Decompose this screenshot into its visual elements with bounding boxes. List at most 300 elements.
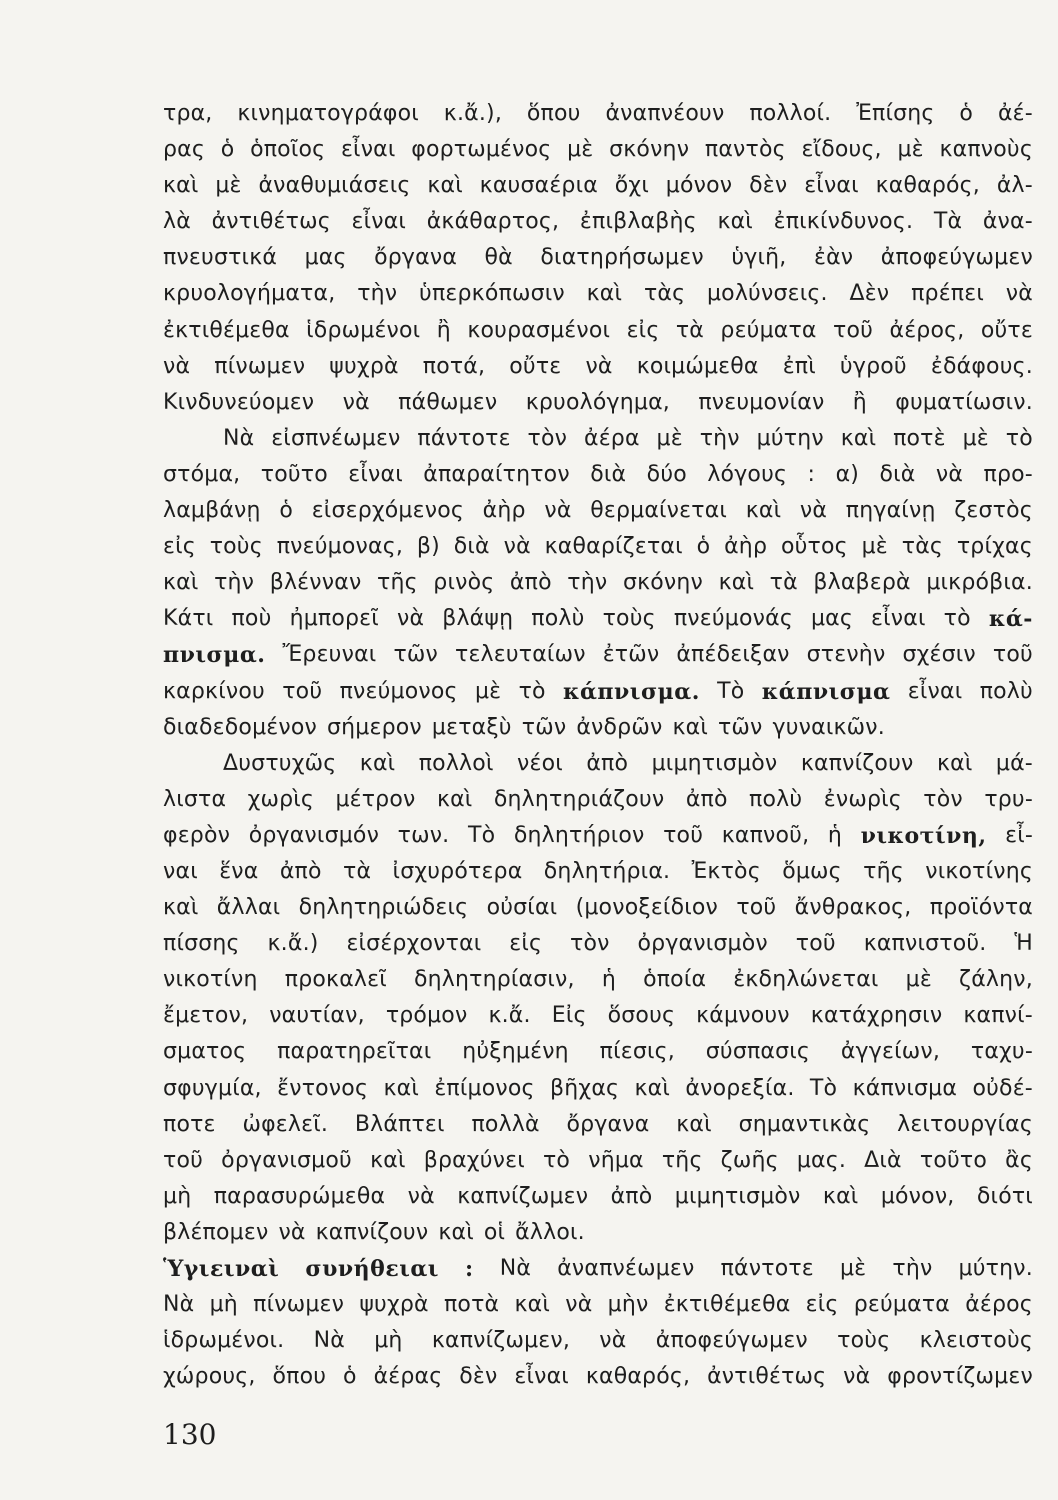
text-line [163, 313, 1033, 349]
word: καὶ [163, 895, 199, 921]
word: καὶ [672, 714, 708, 740]
word: σήμερον [327, 714, 422, 740]
word: μικρόβια. [926, 570, 1033, 596]
word: ὑγροῦ [839, 353, 907, 379]
word: μας [304, 245, 347, 271]
word: σφυγμία, [163, 1075, 262, 1101]
word: τὴν [357, 281, 398, 307]
word: μολύνσεις. [706, 281, 828, 307]
word: ἀπὸ [685, 786, 728, 812]
word: καὶ [438, 1219, 474, 1245]
word: μὲ [474, 678, 502, 704]
word: λαμβάνῃ [163, 498, 261, 524]
word: μὲ [905, 967, 932, 993]
word: σκόνην [622, 570, 704, 596]
text-line [163, 962, 1033, 998]
word: κατάχρησιν [810, 1003, 943, 1029]
word: δηλητηριάζουν [493, 786, 665, 812]
word: κάμνουν [696, 1003, 790, 1029]
word: κά- [988, 606, 1033, 633]
text-line [163, 1143, 1033, 1179]
word: ἀέρος [965, 1292, 1033, 1318]
word: καθαρός, [875, 173, 980, 199]
word: συνήθειαι [305, 1256, 439, 1282]
word: σημαντικὰς [738, 1111, 871, 1137]
word: κ.ἄ. [488, 1003, 531, 1029]
word: θὰ [484, 245, 513, 271]
word: καπνιστοῦ. [863, 931, 987, 957]
word: ἀέ- [997, 101, 1033, 126]
word: εἶναι [907, 678, 963, 704]
word: ἢ [436, 317, 451, 343]
word: μιμητισμὸν [651, 750, 778, 776]
word: τὰς [643, 281, 686, 307]
word: καπνίζουν [315, 1219, 429, 1245]
word: προ- [983, 461, 1033, 487]
word: εἶναι [351, 209, 407, 235]
word: νὰ [843, 1364, 871, 1390]
word: μας. [796, 1147, 847, 1173]
word: νέοι [517, 750, 563, 776]
word: ἡ [601, 967, 616, 993]
word: τὰς [901, 534, 944, 560]
word: Δυστυχῶς [223, 750, 337, 776]
word: σύσπασις [705, 1039, 811, 1065]
word: εἶναι [871, 606, 926, 632]
word: ἀὴρ [724, 534, 768, 560]
word: τοὺς [602, 606, 656, 632]
word: ηὐξημένη [462, 1039, 569, 1065]
word: τοῦ [163, 1147, 204, 1173]
text-line [163, 493, 1033, 529]
word: Ἔρευναι [282, 642, 377, 668]
word: εἴδους, [801, 137, 882, 163]
word: διατηρήσωμεν [540, 245, 704, 271]
word: ἕνα [219, 858, 259, 884]
text-line [163, 1071, 1033, 1107]
word: κάπνισμα. [563, 678, 700, 705]
word: πολὺ [531, 606, 585, 632]
word: μὴ [374, 1328, 403, 1354]
word: ὀργανισμόν [248, 822, 380, 848]
word: διὰ [453, 534, 490, 560]
word: φορτωμένος [411, 137, 552, 163]
word: ἀπέδειξαν [676, 642, 790, 668]
word: Τὸ [717, 678, 745, 704]
word: ρινὸς [433, 570, 495, 596]
word: ἀπὸ [586, 750, 629, 776]
word: καπνίζωμεν, [431, 1328, 571, 1354]
word: οἱ [483, 1219, 506, 1245]
word: ζεστὸς [954, 498, 1033, 524]
word: καπνί- [963, 1003, 1033, 1029]
word: κουρασμένοι [467, 317, 611, 343]
word: χωρὶς [247, 786, 315, 812]
word: Ἐπίσης [856, 101, 935, 126]
word: ὀργανισμοῦ [221, 1147, 352, 1173]
word: ὄργανα [374, 245, 458, 271]
word: ἀπαραίτητον [423, 461, 570, 487]
word: πνευμονίαν [698, 389, 825, 415]
text-line [163, 998, 1033, 1034]
word: σματος [163, 1039, 247, 1065]
word: μύτην. [958, 1256, 1033, 1281]
word: μὴ [163, 1183, 192, 1209]
word: ναι [163, 858, 198, 884]
word: τῶν [393, 642, 438, 668]
word: φυματίωσιν. [895, 389, 1033, 415]
word: ἔμετον, [163, 1003, 249, 1029]
word: λὰ [163, 209, 191, 235]
word: τρα, [163, 101, 213, 126]
word: τὴν [892, 1256, 933, 1281]
word: στενὴν [806, 642, 886, 668]
word: ὠφελεῖ. [242, 1111, 329, 1137]
word: τὰ [343, 858, 372, 884]
word: ἀνδρῶν [576, 714, 663, 740]
word: διαδεδομένον [163, 714, 318, 740]
word: β) [416, 534, 440, 560]
word: εἶναι [348, 461, 403, 487]
word: ἐὰν [813, 245, 854, 271]
word: Τὰ [933, 209, 963, 235]
word: κ.ἄ.), [443, 101, 503, 126]
word: (μονοξείδιον [575, 895, 719, 921]
word: παρασυρώμεθα [213, 1183, 386, 1209]
word: καὶ [676, 1111, 712, 1137]
word: Νὰ [313, 1328, 345, 1354]
word: ὅπου [272, 1364, 327, 1390]
word: καὶ [936, 750, 973, 776]
word: τὸν [570, 931, 610, 957]
word: Κινδυνεύομεν [163, 389, 315, 415]
word: ἐνωρὶς [823, 786, 902, 812]
word: ἐκτιθέμεθα [163, 317, 290, 343]
word: ἀποφεύγωμεν [655, 1328, 808, 1354]
word: μὲ [215, 173, 242, 199]
word: ἐπίμονος [434, 1075, 535, 1101]
word: διὰ [590, 461, 627, 487]
word: Τὸ [809, 1075, 838, 1101]
word: ναυτίαν, [269, 1003, 365, 1029]
word: Διὰ [864, 1147, 902, 1173]
word: δὲν [459, 1364, 498, 1390]
word: ποτε [163, 1111, 216, 1137]
word: νικοτίνη [163, 967, 258, 993]
word: ἐπικίνδυνος. [773, 209, 914, 235]
word: ζάλην, [959, 967, 1033, 993]
word: τὴν [699, 425, 740, 451]
word: τὴν [214, 570, 255, 596]
word: πολλοί. [749, 101, 832, 126]
word: νὰ [407, 1183, 435, 1209]
word: ὁ [959, 101, 974, 126]
word: καθαρίζεται [544, 534, 683, 560]
word: ἐτῶν [602, 642, 660, 668]
word: νικοτίνης [925, 858, 1033, 884]
word: πολὺ [749, 786, 803, 812]
word: ἄλλαι [216, 895, 281, 921]
word: ποτά, [422, 353, 486, 379]
word: εἶναι [804, 173, 859, 199]
word: κοιμώμεθα [636, 353, 759, 379]
word: ἀέρας [373, 1364, 443, 1390]
word: ἀλ- [996, 173, 1033, 199]
text-line [163, 240, 1033, 276]
word: καὶ [822, 1183, 859, 1209]
word: καὶ [586, 281, 623, 307]
word: δηλητηριώδεις [298, 895, 469, 921]
word: βλένναν [269, 570, 362, 596]
word: τὰ [675, 317, 704, 343]
word: μά- [995, 750, 1033, 776]
word: ἔντονος [277, 1075, 369, 1101]
word: ἡ [827, 822, 843, 848]
word: ὄχι [614, 173, 649, 199]
word: πρέπει [911, 281, 984, 307]
word: τῆς [377, 570, 418, 596]
word: ἀντιθέτως [211, 209, 331, 235]
word: καὶ [514, 1292, 550, 1318]
word: προκαλεῖ [284, 967, 387, 993]
word: ὁ [279, 498, 294, 524]
text-line [163, 276, 1033, 312]
word: Νὰ [499, 1256, 532, 1281]
word: οὔτε [509, 353, 562, 379]
word: εἰς [163, 534, 196, 560]
word: πίεσις, [599, 1039, 675, 1065]
word: ποὺ [231, 606, 272, 632]
word: δηλητήρια. [543, 858, 671, 884]
word: τοὺς [209, 534, 263, 560]
word: κάπνισμα [852, 1075, 958, 1101]
word: καὶ [383, 1075, 419, 1101]
word: νὰ [163, 353, 191, 379]
word: μεταξὺ [431, 714, 512, 740]
word: πνεύμονας, [276, 534, 404, 560]
word: τοὺς [837, 1328, 891, 1354]
text-line [163, 1179, 1033, 1215]
word: οὗτος [780, 534, 848, 560]
word: βλάψῃ [442, 606, 514, 632]
word: ὑπερκόπωσιν [419, 281, 565, 307]
word: νὰ [342, 389, 370, 415]
word: καπνίζωμεν [457, 1183, 589, 1209]
word: ἐκτιθέμεθα [663, 1292, 791, 1318]
word: τὸ [1005, 425, 1033, 451]
word: πάντοτε [417, 425, 511, 451]
word: Βλάπτει [354, 1111, 445, 1137]
word: ἀπὸ [509, 570, 552, 596]
word: Ὑγιειναὶ [163, 1256, 280, 1282]
word: οὐσίαι [486, 895, 558, 921]
word: νὰ [503, 534, 531, 560]
word: κινηματογράφοι [237, 101, 419, 126]
word: μὴν [607, 1292, 649, 1318]
word: πνεύμονος [339, 678, 458, 704]
word: ὄργανα [566, 1111, 650, 1137]
word: ὅσους [607, 1003, 676, 1029]
word: βῆχας [550, 1075, 620, 1101]
word: ἠμπορεῖ [289, 606, 379, 632]
word: των. [397, 822, 450, 848]
word: ἐπιβλαβὴς [579, 209, 697, 235]
text-line-last [163, 385, 1033, 421]
word: τρυ- [984, 786, 1033, 812]
word: μὲ [897, 137, 924, 163]
word: τῶν [521, 714, 567, 740]
word: φροντίζωμεν [887, 1364, 1033, 1390]
word: Νὰ [223, 425, 255, 451]
word: πολλὰ [471, 1111, 540, 1137]
word: καὶ [359, 750, 396, 776]
word: καὶ [163, 173, 199, 199]
word: Ἐκτὸς [691, 858, 761, 884]
word: ἐκδηλώνεται [733, 967, 879, 993]
word: ἀπὸ [610, 1183, 653, 1209]
word: κάπνισμα [761, 678, 891, 705]
word: παρατηρεῖται [277, 1039, 432, 1065]
word: μύτην [756, 425, 824, 451]
word: νὰ [585, 353, 613, 379]
word: εἰσπνέωμεν [271, 425, 401, 451]
word: Νὰ [163, 1292, 195, 1318]
word: δὲν [749, 173, 788, 199]
word: δύο [646, 461, 687, 487]
word: ἀποφεύγωμεν [880, 245, 1033, 271]
word: οὔτε [980, 317, 1033, 343]
word: καθαρός, [585, 1364, 691, 1390]
word: : [807, 461, 816, 487]
word: κλειστοὺς [919, 1328, 1033, 1354]
word: τρόμον [385, 1003, 468, 1029]
text-line [163, 349, 1033, 385]
text-line [163, 168, 1033, 204]
word: ὅπου [526, 101, 581, 126]
word: δηλητήριον [513, 822, 645, 848]
text-line-last [163, 710, 1033, 746]
word: καπνοῦ, [721, 822, 810, 848]
word: τοῦ [833, 317, 874, 343]
word: ἀέρα [584, 425, 640, 451]
word: ζωῆς [720, 1147, 779, 1173]
word: μιμητισμὸν [674, 1183, 801, 1209]
word: διὰ [879, 461, 916, 487]
word: Εἰς [551, 1003, 587, 1029]
word: ἀέρος, [889, 317, 965, 343]
word: στόμα, [163, 461, 241, 487]
word: καὶ [427, 173, 463, 199]
word: τὰ [769, 570, 798, 596]
text-line-indented [163, 746, 1033, 782]
word: παντὸς [704, 137, 786, 163]
word: εἶναι [340, 137, 396, 163]
word: λόγους [707, 461, 788, 487]
word: μὴ [209, 1292, 238, 1318]
word: πνευστικά [163, 245, 278, 271]
word: καὶ [717, 209, 753, 235]
word: διότι [976, 1183, 1033, 1209]
body-text [163, 96, 1033, 1395]
word: τῶν [717, 714, 763, 740]
word: πίνωμεν [253, 1292, 345, 1318]
word: ὁποία [643, 967, 707, 993]
word: ψυχρὰ [329, 353, 399, 379]
word: βλαβερὰ [813, 570, 911, 596]
word: πηγαίνῃ [845, 498, 936, 524]
word: ρεύματα [853, 1292, 950, 1318]
word: νὰ [278, 1219, 306, 1245]
word: Δὲν [849, 281, 890, 307]
word: ὁ [696, 534, 711, 560]
word: καπνίζουν [800, 750, 914, 776]
word: τὸ [542, 1147, 571, 1173]
word: φερὸν [163, 822, 231, 848]
word: ἐπὶ [782, 353, 816, 379]
word: Ἡ [1014, 931, 1033, 957]
word: εἶ- [1005, 822, 1033, 848]
text-line [163, 1287, 1033, 1323]
word: ρας [163, 137, 205, 163]
text-line [163, 1323, 1033, 1359]
word: ἀναθυμιάσεις [258, 173, 411, 199]
word: τὸ [518, 678, 546, 704]
text-line [163, 926, 1033, 962]
word: νὰ [599, 1328, 627, 1354]
word: μὲ [567, 137, 594, 163]
word: προϊόντα [929, 895, 1033, 921]
word: θερμαίνεται [590, 498, 728, 524]
word: πολλοὶ [418, 750, 494, 776]
word: ἀνα- [982, 209, 1033, 235]
word: τρίχας [956, 534, 1033, 560]
text-line [163, 818, 1033, 854]
word: ἀντιθέτως [707, 1364, 827, 1390]
page-number: 130 [163, 1418, 217, 1451]
word: ὁποῖος [250, 137, 326, 163]
text-line [163, 96, 1033, 132]
word: πίνωμεν [214, 353, 306, 379]
word: μας [810, 606, 853, 632]
text-line-indented [163, 421, 1033, 457]
word: τελευταίων [455, 642, 586, 668]
word: νὰ [396, 606, 425, 632]
word: τῆς [661, 1147, 703, 1173]
text-line [163, 782, 1033, 818]
word: καπνοὺς [939, 137, 1033, 163]
word: ἰσχυρότερα [392, 858, 523, 884]
word: νὰ [799, 498, 828, 524]
word: καὶ [163, 570, 199, 596]
text-line [163, 132, 1033, 168]
word: εἰς [509, 931, 543, 957]
word: ὅμως [782, 858, 842, 884]
text-line [163, 890, 1033, 926]
word: τοῦ [663, 822, 704, 848]
word: ἀναπνέουν [605, 101, 725, 126]
word: δηλητηρίασιν, [413, 967, 575, 993]
word: μὲ [656, 425, 683, 451]
word: ἐδάφους. [930, 353, 1033, 379]
word: τὸν [923, 786, 963, 812]
text-line [163, 1107, 1033, 1143]
word: ρεύματα [720, 317, 817, 343]
word: τῆς [863, 858, 904, 884]
word: πάθωμεν [398, 389, 498, 415]
word: μὲ [861, 534, 888, 560]
word: καὶ [634, 1075, 671, 1101]
word: ἱδρωμένοι [306, 317, 421, 343]
